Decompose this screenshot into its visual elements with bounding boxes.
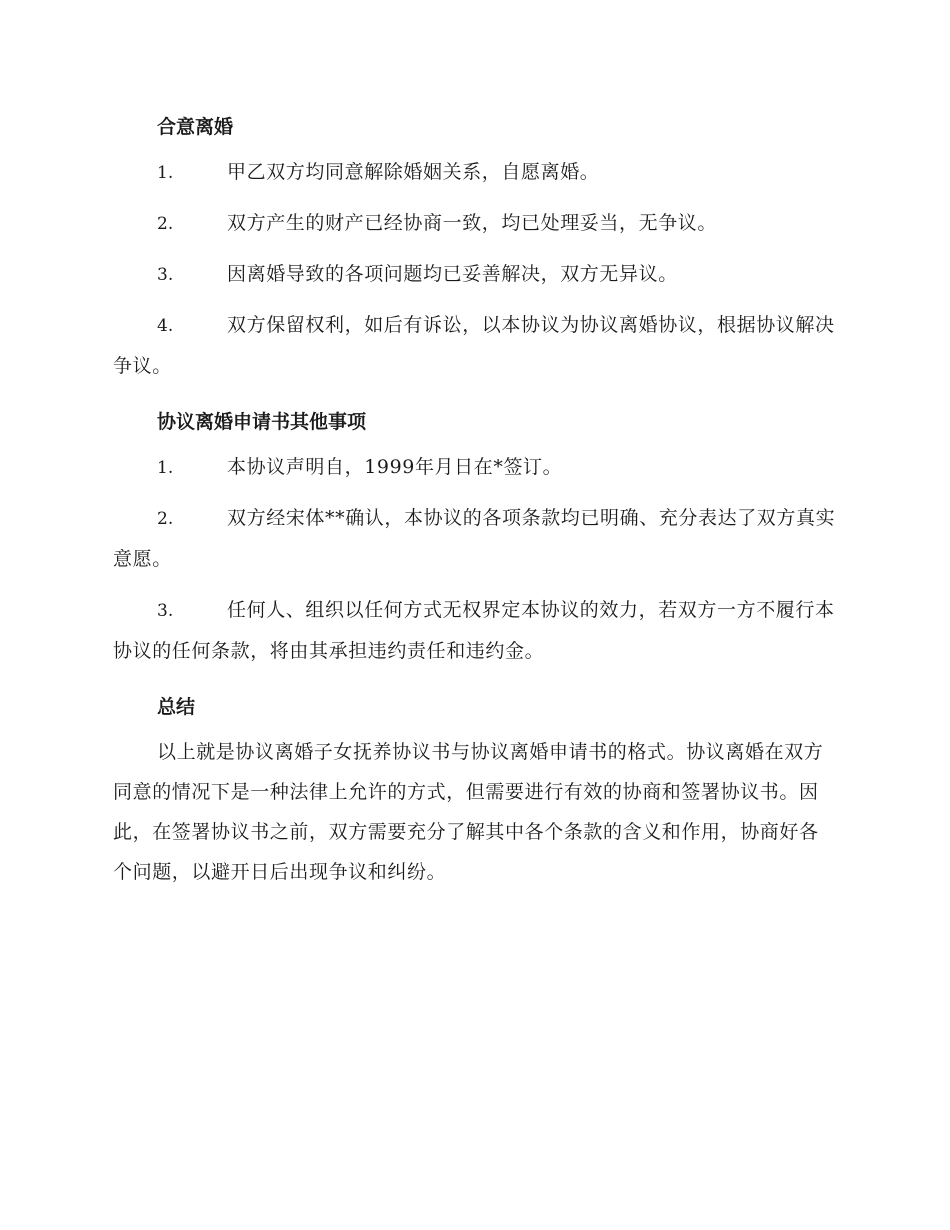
- item-text: 双方保留权利，如后有诉讼，以本协议为协议离婚协议，根据协议解决争议。: [113, 314, 835, 377]
- item-text: 任何人、组织以任何方式无权界定本协议的效力，若双方一方不履行本协议的任何条款，将由其承担违约责任和违约金。: [113, 599, 835, 662]
- list-item: [113, 447, 837, 487]
- list-item: [113, 590, 837, 671]
- list-item: [113, 305, 837, 386]
- item-number: 1.: [157, 163, 174, 183]
- item-number: 2.: [157, 214, 174, 234]
- item-text: 甲乙双方均同意解除婚姻关系，自愿离婚。: [227, 161, 600, 183]
- document-page: [113, 102, 837, 892]
- item-number: 3.: [157, 265, 174, 285]
- item-number: 3.: [157, 601, 174, 621]
- item-text: 双方产生的财产已经协商一致，均已处理妥当，无争议。: [227, 212, 718, 234]
- item-number: 2.: [157, 509, 174, 529]
- section-heading-summary: 总结: [157, 696, 196, 718]
- summary-paragraph: 以上就是协议离婚子女抚养协议书与协议离婚申请书的格式。协议离婚在双方同意的情况下是一种法律上允许的方式，但需要进行有效的协商和签署协议书。因此，在签署协议书之前，双方需要充分了解其中各个条款的含义和作用，协商好各个问题，以避开日后出现争议和纠纷。: [113, 741, 824, 883]
- list-item: [113, 254, 837, 294]
- item-text: 因离婚导致的各项问题均已妥善解决，双方无异议。: [227, 263, 678, 285]
- list-item: [113, 203, 837, 243]
- list-item: [113, 498, 837, 579]
- item-number: 4.: [157, 316, 174, 336]
- section-heading-other-matters: 协议离婚申请书其他事项: [157, 411, 367, 433]
- item-text: 本协议声明自，1999年月日在*签订。: [227, 456, 563, 478]
- item-text: 双方经宋体**确认，本协议的各项条款均已明确、充分表达了双方真实意愿。: [113, 507, 836, 570]
- list-item: [113, 152, 837, 192]
- section-heading-consensual-divorce: 合意离婚: [157, 116, 234, 138]
- item-number: 1.: [157, 458, 174, 478]
